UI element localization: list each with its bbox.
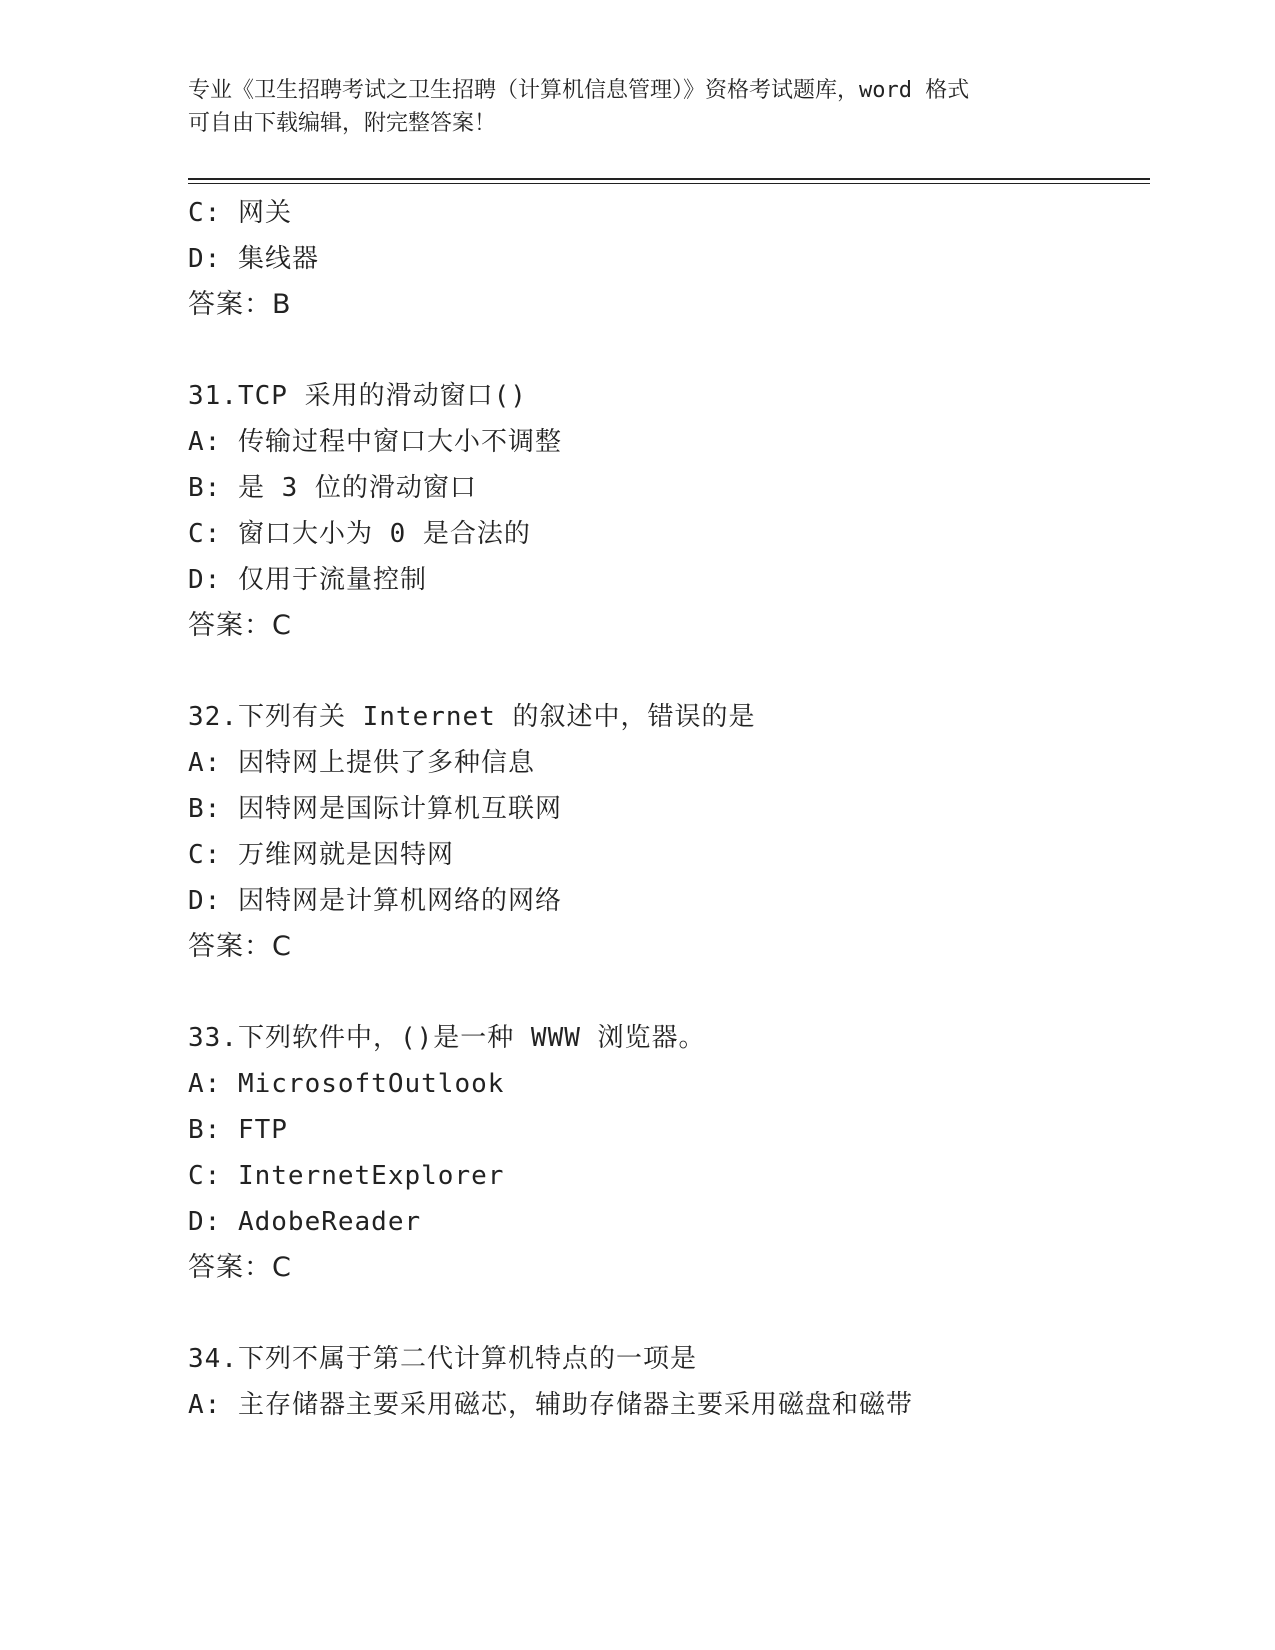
option-c: C: 网关 [188, 198, 292, 228]
option-d: D: AdobeReader [188, 1207, 422, 1237]
question-block-32 [188, 694, 1148, 970]
option-d: D: 因特网是计算机网络的网络 [188, 886, 562, 916]
question-block-34 [188, 1336, 1148, 1428]
question-stem: 34.下列不属于第二代计算机特点的一项是 [188, 1344, 697, 1374]
option-b: B: FTP [188, 1115, 288, 1145]
question-stem: 33.下列软件中，()是一种 WWW 浏览器。 [188, 1023, 706, 1053]
question-list [188, 190, 1148, 1428]
option-d: D: 集线器 [188, 244, 319, 274]
answer-line: 答案：C [188, 1252, 292, 1283]
option-c: C: InternetExplorer [188, 1161, 505, 1191]
question-stem: 31.TCP 采用的滑动窗口() [188, 381, 527, 411]
answer-line: 答案：C [188, 610, 292, 641]
option-a: A: 传输过程中窗口大小不调整 [188, 427, 562, 457]
option-a: A: 主存储器主要采用磁芯，辅助存储器主要采用磁盘和磁带 [188, 1390, 913, 1420]
option-c: C: 窗口大小为 0 是合法的 [188, 519, 531, 549]
header-line-1: 专业《卫生招聘考试之卫生招聘（计算机信息管理）》资格考试题库，word 格式 [188, 78, 970, 103]
question-block-33 [188, 1015, 1148, 1291]
option-d: D: 仅用于流量控制 [188, 565, 427, 595]
question-block-continued [188, 190, 1148, 328]
header-divider-thick [188, 178, 1150, 180]
option-a: A: 因特网上提供了多种信息 [188, 748, 535, 778]
option-b: B: 因特网是国际计算机互联网 [188, 794, 562, 824]
header-line-2: 可自由下载编辑，附完整答案！ [188, 111, 497, 136]
option-b: B: 是 3 位的滑动窗口 [188, 473, 477, 503]
answer-line: 答案：B [188, 289, 292, 320]
document-header [188, 74, 1088, 140]
answer-line: 答案：C [188, 931, 292, 962]
option-a: A: MicrosoftOutlook [188, 1069, 505, 1099]
option-c: C: 万维网就是因特网 [188, 840, 454, 870]
question-block-31 [188, 373, 1148, 649]
question-stem: 32.下列有关 Internet 的叙述中，错误的是 [188, 702, 756, 732]
header-divider-thin [188, 183, 1150, 184]
